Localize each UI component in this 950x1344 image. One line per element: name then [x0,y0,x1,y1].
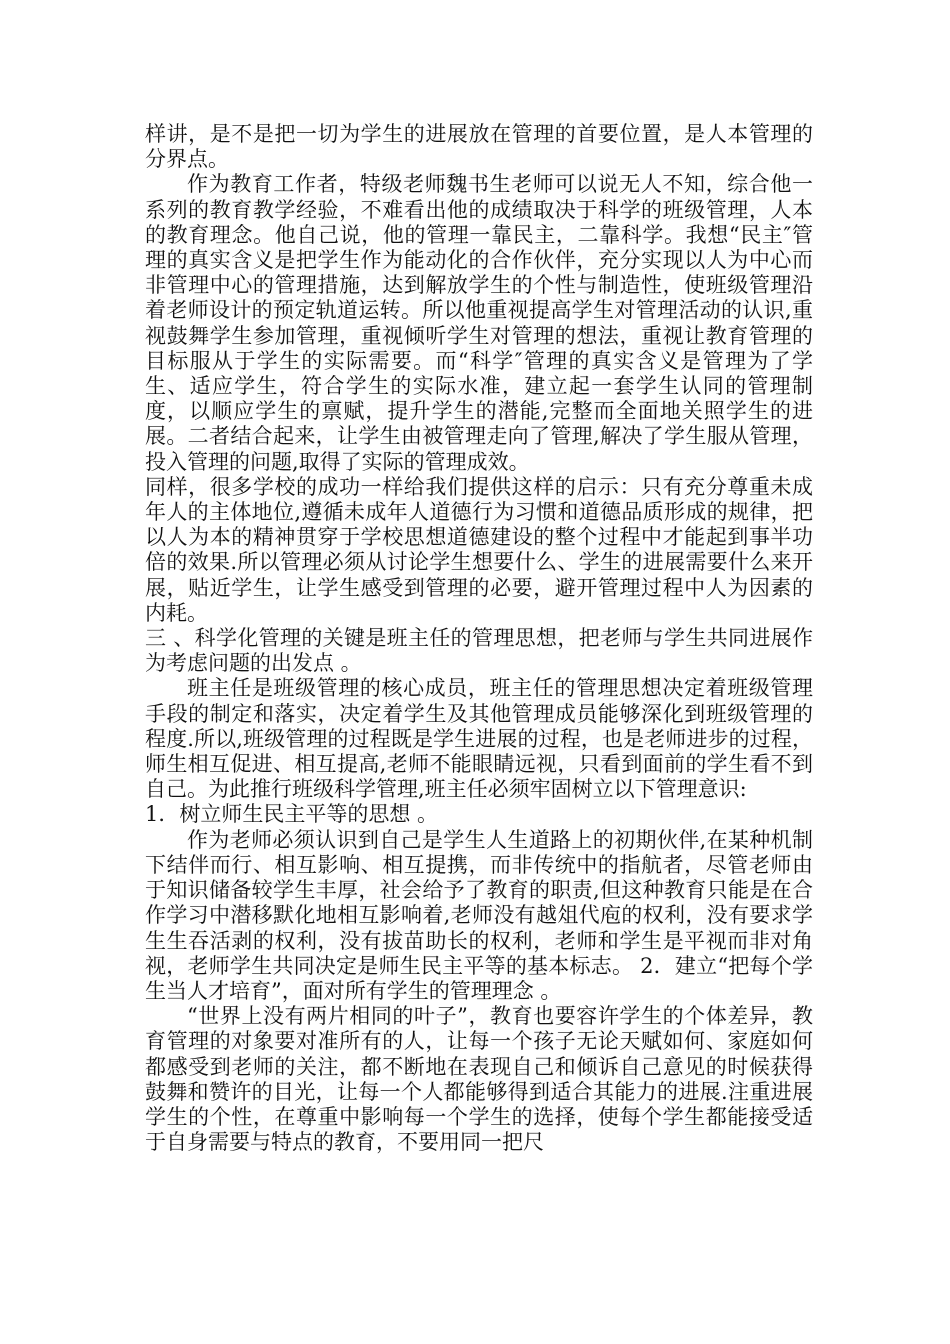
paragraph-2: 作为教育工作者，特级老师魏书生老师可以说无人不知，综合他一系列的教育教学经验，不难看出他的成绩取决于科学的班级管理，人本的教育理念。他自己说，他的管理一靠民主，二靠科学。我想“民主″管理的真实含义是把学生作为能动化的合作伙伴，充分实现以人为中心而非管理中心的管理措施，达到解放学生的个性与制造性，使班级管理沿着老师设计的预定轨道运转。所以他重视提高学生对管理活动的认识,重视鼓舞学生参加管理，重视倾听学生对管理的想法，重视让教育管理的目标服从于学生的实际需要。而“科学″管理的真实含义是管理为了学生、适应学生，符合学生的实际水准，建立起一套学生认同的管理制度，以顺应学生的禀赋，提升学生的潜能,完整而全面地关照学生的进展。二者结合起来，让学生由被管理走向了管理,解决了学生服从管理，投入管理的问题,取得了实际的管理成效。 [145,172,813,474]
subheading-1: 1．树立师生民主平等的思想 。 [145,802,439,827]
section-heading-3: 三 、科学化管理的关键是班主任的管理思想，把老师与学生共同进展作为考虑问题的出发点 。 [145,626,813,676]
paragraph-6: “世界上没有两片相同的叶子”，教育也要容许学生的个体差异，教育管理的对象要对准所有的人，让每一个孩子无论天赋如何、家庭如何都感受到老师的关注，都不断地在表现自己和倾诉自己意见的时候获得鼓舞和赞许的目光，让每一个人都能够得到适合其能力的进展.注重进展学生的个性，在尊重中影响每一个学生的选择，使每个学生都能接受适于自身需要与特点的教育，不要用同一把尺 [145,1004,813,1155]
paragraph-4: 班主任是班级管理的核心成员，班主任的管理思想决定着班级管理手段的制定和落实，决定着学生及其他管理成员能够深化到班级管理的程度.所以,班级管理的过程既是学生进展的过程，也是老师进步的过程，师生相互促进、相互提高,老师不能眼睛远视，只看到面前的学生看不到自己。为此推行班级科学管理,班主任必须牢固树立以下管理意识: [145,676,813,802]
paragraph-1: 样讲，是不是把一切为学生的进展放在管理的首要位置，是人本管理的分界点。 [145,122,813,172]
document-body [145,122,813,1155]
paragraph-3: 同样，很多学校的成功一样给我们提供这样的启示：只有充分尊重未成年人的主体地位,遵循未成年人道德行为习惯和道德品质形成的规律，把以人为本的精神贯穿于学校思想道德建设的整个过程中才能起到事半功倍的效果.所以管理必须从讨论学生想要什么、学生的进展需要什么来开展，贴近学生，让学生感受到管理的必要，避开管理过程中人为因素的内耗。 [145,474,813,625]
paragraph-5: 作为老师必须认识到自己是学生人生道路上的初期伙伴,在某种机制下结伴而行、相互影响、相互提携，而非传统中的指航者，尽管老师由于知识储备较学生丰厚，社会给予了教育的职责,但这种教育只能是在合作学习中潜移默化地相互影响着,老师没有越俎代庖的权利，没有要求学生生吞活剥的权利，没有拔苗助长的权利，老师和学生是平视而非对角视，老师学生共同决定是师生民主平等的基本标志。 2．建立“把每个学生当人才培育”，面对所有学生的管理理念 。 [145,827,813,1003]
